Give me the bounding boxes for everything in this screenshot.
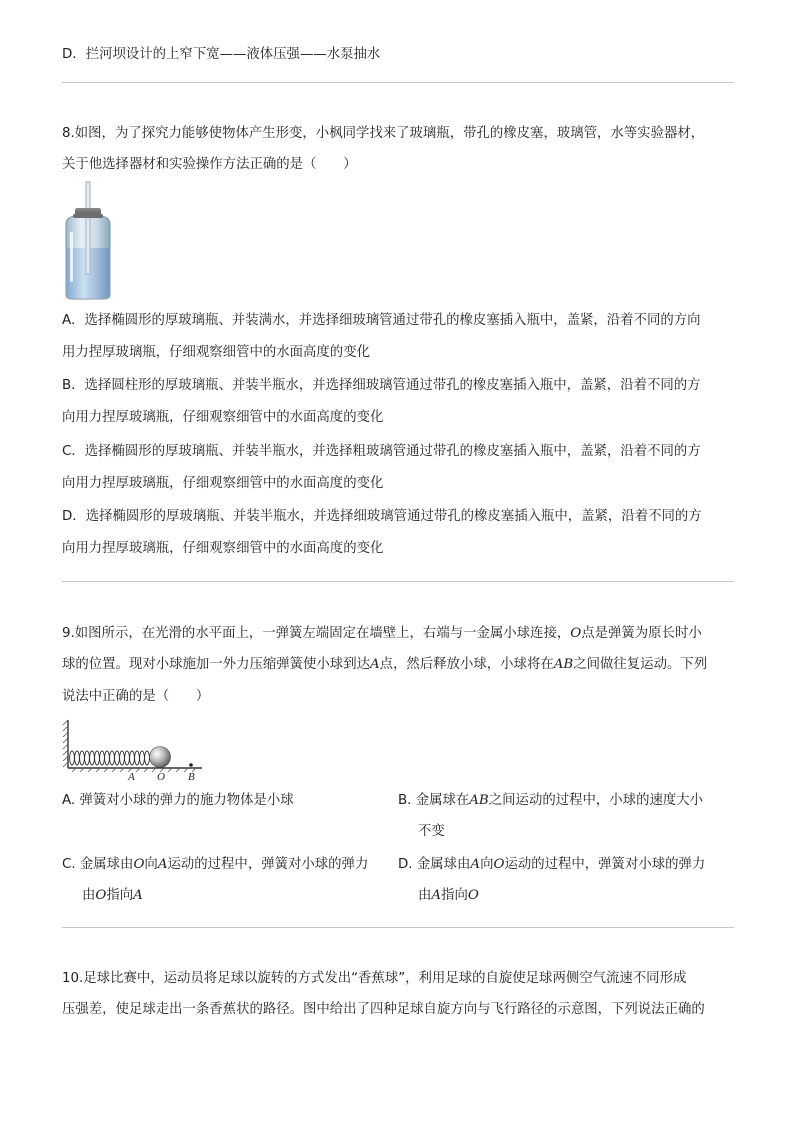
q9-option-c-line1: C. 金属球由O向A运动的过程中，弹簧对小球的弹力 [62, 857, 369, 872]
divider [62, 581, 734, 582]
q10-stem-line2: 压强差，使足球走出一条香蕉状的路径。图中给出了四种足球自旋方向与飞行路径的示意图，下列说法正确的 [62, 1002, 705, 1017]
bottle-figure [60, 180, 120, 305]
q8-option-a-line1: A．选择椭圆形的厚玻璃瓶、并装满水，并选择细玻璃管通过带孔的橡皮塞插入瓶中，盖紧，沿着不同的方向 [62, 313, 701, 328]
q8-option-b-line1: B．选择圆柱形的厚玻璃瓶、并装半瓶水，并选择细玻璃管通过带孔的橡皮塞插入瓶中，盖紧，沿着不同的方 [62, 378, 701, 393]
divider [62, 927, 734, 928]
q9-option-a: A. 弹簧对小球的弹力的施力物体是小球 [62, 793, 294, 808]
q8-option-b-line2: 向用力捏厚玻璃瓶，仔细观察细管中的水面高度的变化 [62, 410, 384, 425]
q9-option-b-line1: B. 金属球在AB之间运动的过程中，小球的速度大小 [398, 793, 704, 808]
q8-stem-line2: 关于他选择器材和实验操作方法正确的是（ ） [62, 157, 357, 172]
spring-figure [62, 716, 212, 782]
q9-option-c-line2: 由O指向A [82, 888, 143, 903]
q9-stem-line3: 说法中正确的是（ ） [62, 689, 210, 704]
label-a: A [128, 771, 135, 782]
q8-option-a-line2: 用力捏厚玻璃瓶，仔细观察细管中的水面高度的变化 [62, 345, 370, 360]
q9-stem-line1: 9.如图所示，在光滑的水平面上，一弹簧左端固定在墙壁上，右端与一金属小球连接，O点是弹簧为原长时小 [62, 626, 702, 641]
q9-option-d-line1: D. 金属球由A向O运动的过程中，弹簧对小球的弹力 [398, 857, 706, 872]
label-b: B [188, 771, 195, 782]
q8-option-c-line1: C．选择椭圆形的厚玻璃瓶、并装半瓶水，并选择粗玻璃管通过带孔的橡皮塞插入瓶中，盖紧，沿着不同的方 [62, 444, 701, 459]
divider [62, 82, 734, 83]
q7-option-d: D．拦河坝设计的上窄下宽——液体压强——水泵抽水 [62, 47, 381, 62]
q8-option-c-line2: 向用力捏厚玻璃瓶，仔细观察细管中的水面高度的变化 [62, 476, 384, 491]
q9-option-d-line2: 由A指向O [418, 888, 479, 903]
q8-option-d-line1: D．选择椭圆形的厚玻璃瓶、并装半瓶水，并选择细玻璃管通过带孔的橡皮塞插入瓶中，盖紧，沿着不同的方 [62, 509, 702, 524]
q8-stem-line1: 8.如图，为了探究力能够使物体产生形变，小枫同学找来了玻璃瓶，带孔的橡皮塞，玻璃管，水等实验器材， [62, 126, 705, 141]
q9-stem-line2: 球的位置。现对小球施加一外力压缩弹簧使小球到达A点，然后释放小球，小球将在AB之间做往复运动。下列 [62, 657, 708, 672]
label-o: O [157, 771, 165, 782]
q8-option-d-line2: 向用力捏厚玻璃瓶，仔细观察细管中的水面高度的变化 [62, 541, 384, 556]
q10-stem-line1: 10.足球比赛中，运动员将足球以旋转的方式发出“香蕉球”，利用足球的自旋使足球两侧空气流速不同形成 [62, 971, 687, 986]
q9-option-b-line2: 不变 [418, 824, 445, 839]
